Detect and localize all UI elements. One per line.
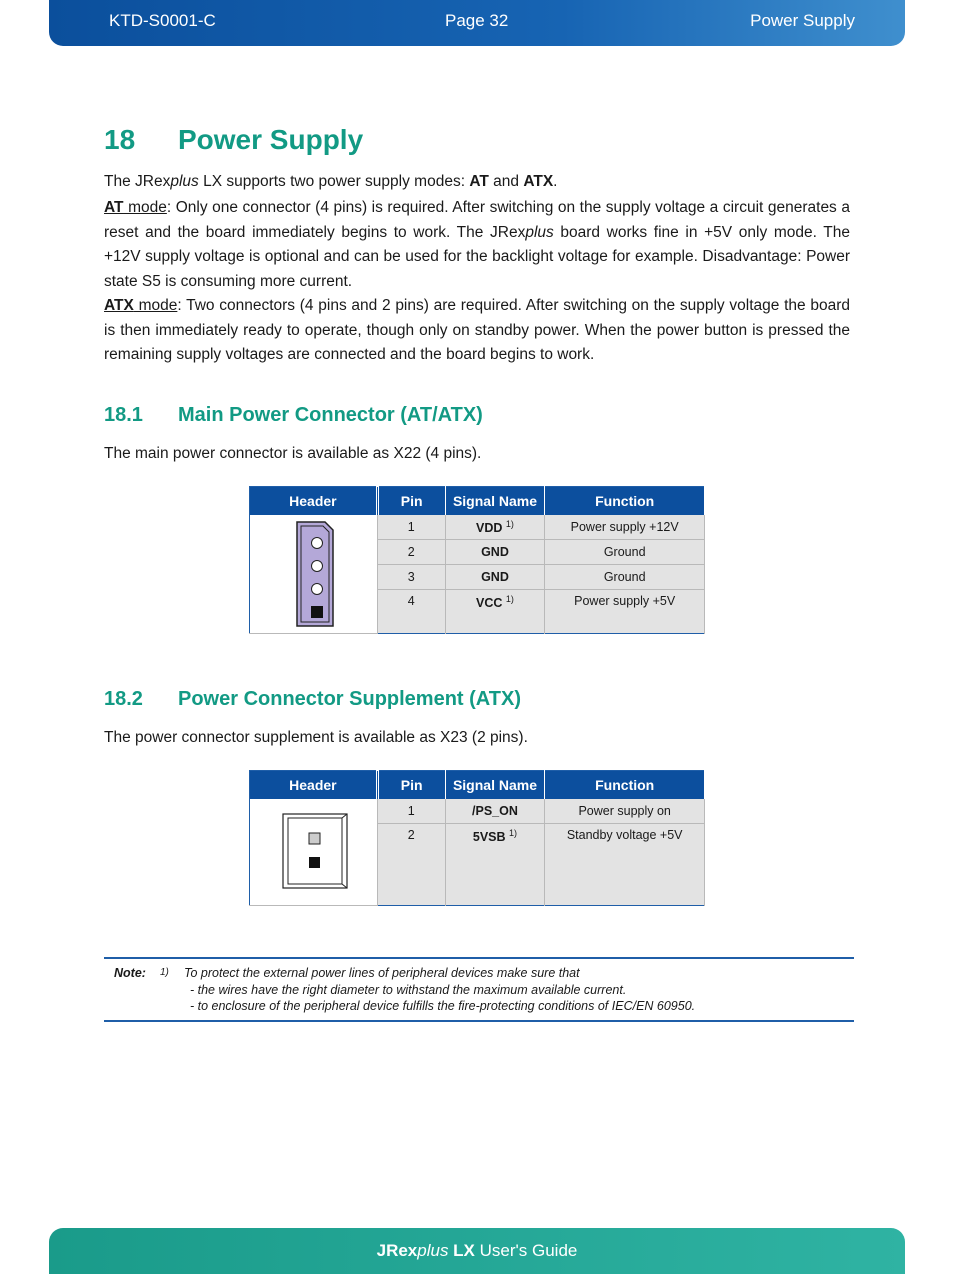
section-1-heading: 18.1 Main Power Connector (AT/ATX) (104, 404, 483, 426)
title-text: Power Supply (178, 124, 364, 155)
page-number: Page 32 (445, 11, 509, 30)
title-number: 18 (104, 124, 136, 155)
table-row: 1 VDD $^{1)}$ Power supply +12V (250, 515, 705, 540)
table-row: 4 VCC $^{1)}$ Power supply +5V (250, 590, 705, 634)
table-row: 3 GND Ground (250, 565, 705, 590)
supplement-connector-table (249, 770, 705, 906)
page-header (49, 0, 905, 46)
x23-connector-illustration (250, 799, 378, 906)
col-pin: Pin (377, 771, 445, 799)
page-title (104, 124, 363, 156)
col-function: Function (545, 487, 705, 515)
section-2-heading: 18.2 Power Connector Supplement (ATX) (104, 688, 521, 710)
col-signal: Signal Name (445, 771, 545, 799)
intro-paragraph: The JRexplus LX supports two power supply modes: AT and ATX. (104, 173, 558, 190)
col-signal: Signal Name (445, 487, 545, 515)
main-connector-table (249, 486, 705, 634)
note-line-1: To protect the external power lines of peripheral devices make sure that (184, 966, 580, 980)
col-function: Function (545, 771, 705, 799)
section-1-desc: The main power connector is available as X22 (4 pins). (104, 445, 482, 462)
at-mode-paragraph: AT mode: Only one connector (4 pins) is required. After switching on the supply voltage a circuit generates a reset and the board immediately begins to work. The JRexplus board works fine in +5V only mode. The +12V supply voltage is optional and can be used for the backlight voltage for example. Disadvantage: Power state S5 is consuming more current. (104, 199, 850, 290)
page-footer: JRexplus LX User's Guide (49, 1228, 905, 1274)
footnote-box (104, 957, 854, 1022)
note-marker: 1) (160, 967, 169, 978)
section-2-desc: The power connector supplement is available as X23 (2 pins). (104, 729, 528, 746)
note-line-3: - to enclosure of the peripheral device fulfills the fire-protecting conditions of IEC/EN 60950. (190, 999, 696, 1013)
x22-connector-illustration (250, 515, 378, 634)
header-section: Power Supply (750, 11, 855, 30)
note-label: Note: (114, 966, 146, 980)
atx-mode-paragraph: ATX mode: Two connectors (4 pins and 2 pins) are required. After switching on the supply voltage the board is then immediately ready to operate, though only on standby power. When the power button is pressed the remaining supply voltages are connected and the board begins to work. (104, 297, 850, 363)
doc-id: KTD-S0001-C (109, 11, 216, 30)
table-row: 2 5VSB $^{1)}$ Standby voltage +5V (250, 824, 705, 906)
table-row: 2 GND Ground (250, 540, 705, 565)
col-header: Header (250, 771, 378, 799)
col-pin: Pin (377, 487, 445, 515)
note-line-2: - the wires have the right diameter to withstand the maximum available current. (190, 983, 627, 997)
col-header: Header (250, 487, 378, 515)
table-row: 1 /PS_ON Power supply on (250, 799, 705, 824)
